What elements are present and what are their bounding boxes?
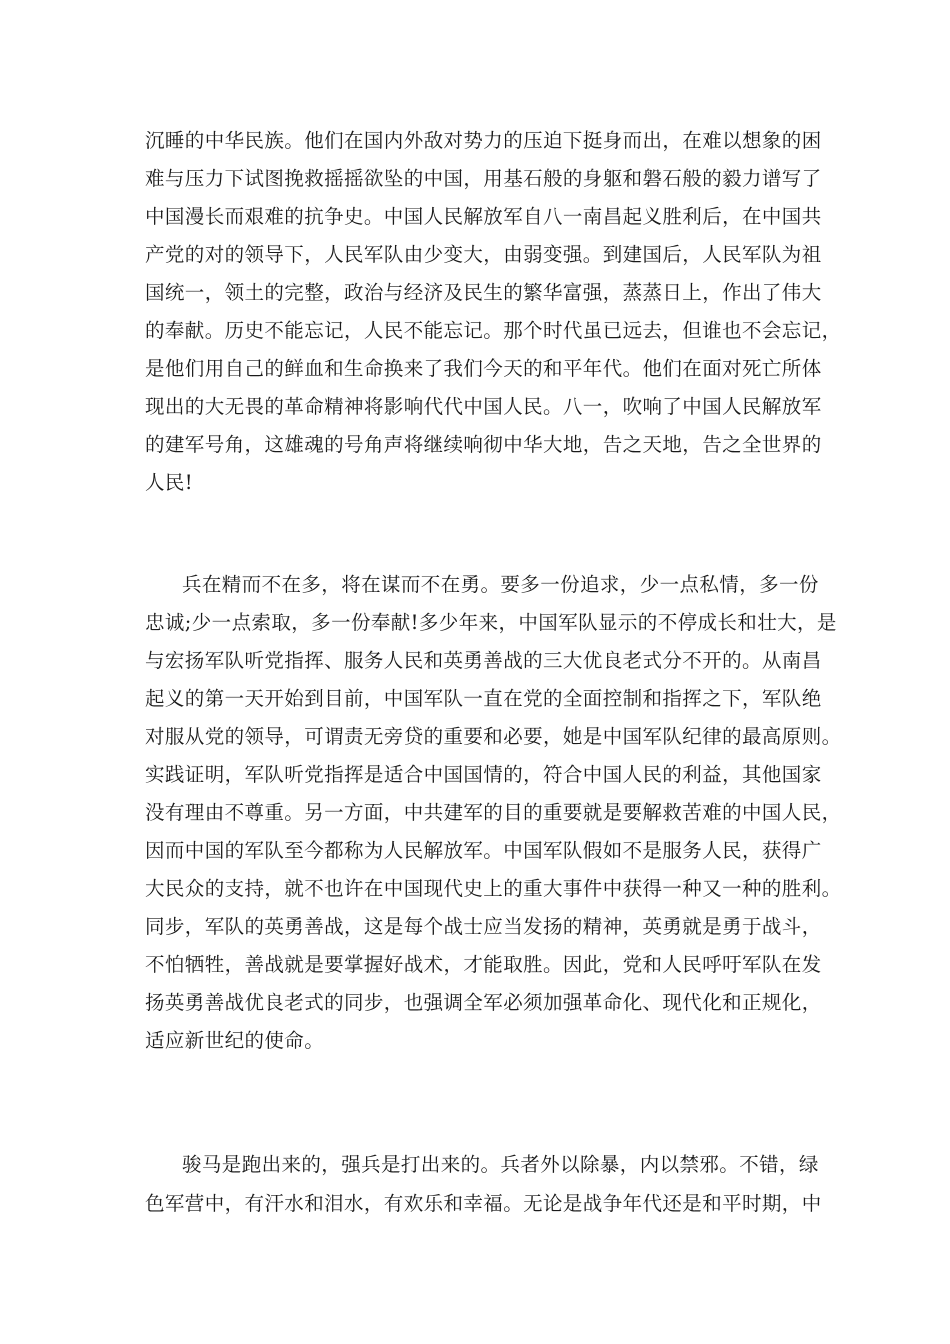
paragraph-2-line-6: 实践证明，军队听党指挥是适合中国国情的，符合中国人民的利益，其他国家 [145,763,822,786]
paragraph-2-line-12: 扬英勇善战优良老式的同步，也强调全军必须加强革命化、现代化和正规化， [145,991,822,1014]
paragraph-2-line-10: 同步，军队的英勇善战，这是每个战士应当发扬的精神，英勇就是勇于战斗， [145,915,822,938]
paragraph-1-line-10: 人民! [145,471,194,494]
paragraph-3-line-1: 骏马是跑出来的，强兵是打出来的。兵者外以除暴，内以禁邪。不错，绿 [182,1153,819,1176]
paragraph-2-line-13: 适应新世纪的使命。 [145,1029,325,1052]
paragraph-2-line-9: 大民众的支持，就不也许在中国现代史上的重大事件中获得一种又一种的胜利。 [145,877,842,900]
paragraph-1-line-1: 沉睡的中华民族。他们在国内外敌对势力的压迫下挺身而出，在难以想象的困 [145,129,822,152]
paragraph-2-line-11: 不怕牺牲，善战就是要掌握好战术，才能取胜。因此，党和人民呼吁军队在发 [145,953,822,976]
paragraph-1-line-4: 产党的对的领导下，人民军队由少变大，由弱变强。到建国后，人民军队为祖 [145,243,822,266]
paragraph-2-line-1: 兵在精而不在多，将在谋而不在勇。要多一份追求，少一点私情，多一份 [182,573,819,596]
paragraph-1-line-7: 是他们用自己的鲜血和生命换来了我们今天的和平年代。他们在面对死亡所体 [145,357,822,380]
paragraph-2-line-3: 与宏扬军队听党指挥、服务人民和英勇善战的三大优良老式分不开的。从南昌 [145,649,822,672]
paragraph-1-line-6: 的奉献。历史不能忘记，人民不能忘记。那个时代虽已远去，但谁也不会忘记， [145,319,842,342]
paragraph-2-line-2: 忠诚;少一点索取，多一份奉献!多少年来，中国军队显示的不停成长和壮大，是 [145,611,837,634]
paragraph-2-line-5: 对服从党的领导，可谓责无旁贷的重要和必要，她是中国军队纪律的最高原则。 [145,725,842,748]
paragraph-2-line-8: 因而中国的军队至今都称为人民解放军。中国军队假如不是服务人民，获得广 [145,839,822,862]
paragraph-1-line-8: 现出的大无畏的革命精神将影响代代中国人民。八一，吹响了中国人民解放军 [145,395,822,418]
paragraph-3-line-2: 色军营中，有汗水和泪水，有欢乐和幸福。无论是战争年代还是和平时期，中 [145,1192,822,1215]
paragraph-2-line-4: 起义的第一天开始到目前，中国军队一直在党的全面控制和指挥之下，军队绝 [145,687,822,710]
paragraph-1-line-3: 中国漫长而艰难的抗争史。中国人民解放军自八一南昌起义胜利后，在中国共 [145,205,822,228]
paragraph-1-line-5: 国统一，领土的完整，政治与经济及民生的繁华富强，蒸蒸日上，作出了伟大 [145,281,822,304]
paragraph-2-line-7: 没有理由不尊重。另一方面，中共建军的目的重要就是要解救苦难的中国人民， [145,801,842,824]
paragraph-1-line-2: 难与压力下试图挽救摇摇欲坠的中国，用基石般的身躯和磐石般的毅力谱写了 [145,167,822,190]
paragraph-1-line-9: 的建军号角，这雄魂的号角声将继续响彻中华大地，告之天地，告之全世界的 [145,433,822,456]
